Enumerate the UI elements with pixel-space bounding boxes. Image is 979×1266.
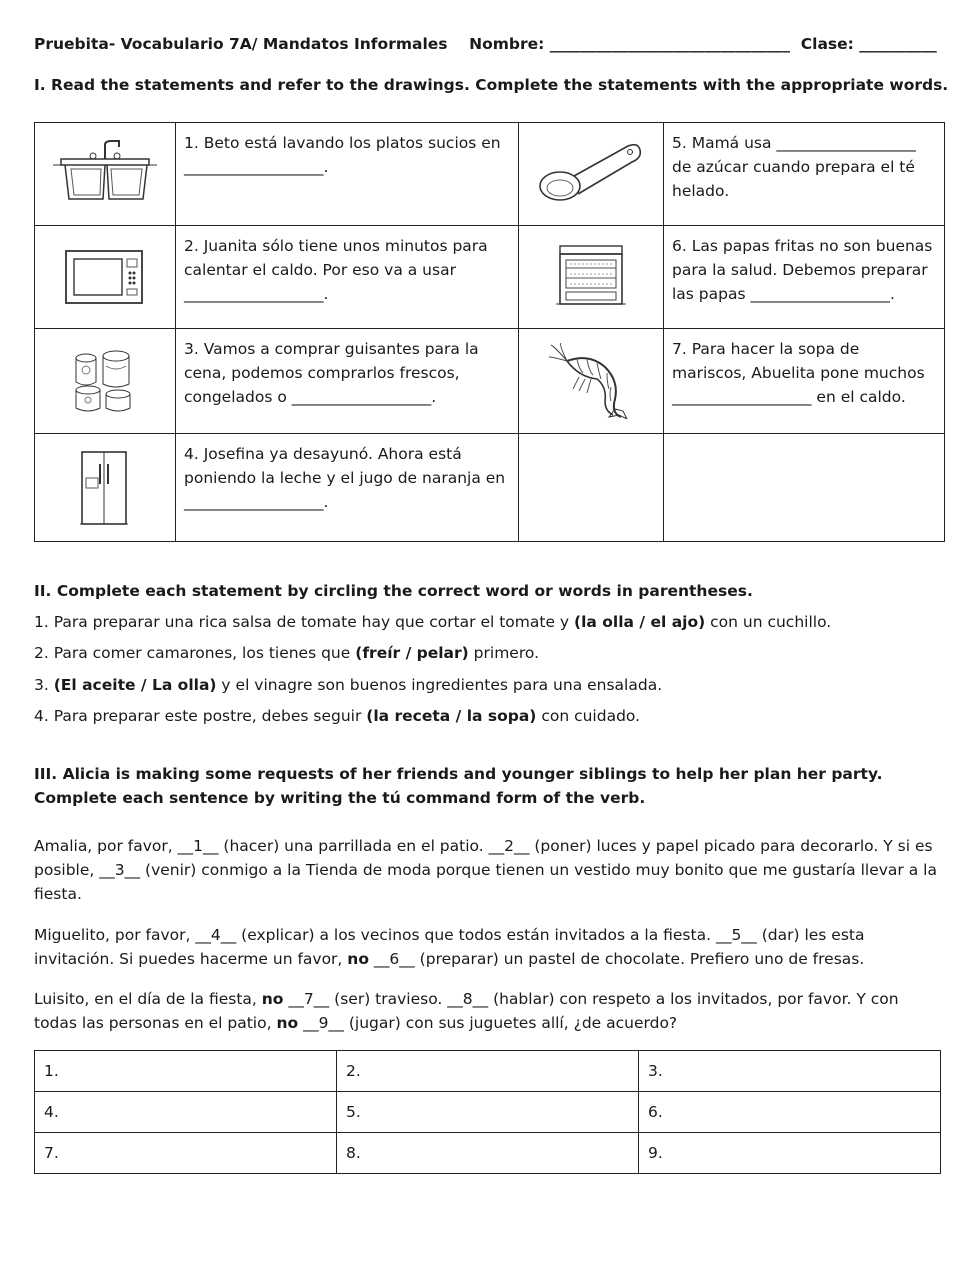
choice-options[interactable]: (El aceite / La olla) xyxy=(53,676,217,694)
answer-cell-5[interactable]: 5. xyxy=(337,1092,639,1133)
cans-icon xyxy=(70,348,140,414)
choice-options[interactable]: (freír / pelar) xyxy=(355,644,469,662)
answer-cell-8[interactable]: 8. xyxy=(337,1133,639,1174)
item-1: 1. Beto está lavando los platos sucios en __________________. xyxy=(176,123,519,226)
shrimp-icon xyxy=(549,343,633,419)
oven-cell xyxy=(519,226,664,329)
fridge-cell xyxy=(35,434,176,542)
answer-cell-4[interactable]: 4. xyxy=(35,1092,337,1133)
choice-options[interactable]: (la receta / la sopa) xyxy=(366,707,537,725)
paragraph-luisito: Luisito, en el día de la fiesta, no __7__ (ser) travieso. __8__ (hablar) con respeto a los invitados, por favor. Y con todas las personas en el patio, no __9__ (jugar) con sus juguetes allí, ¿de acuerdo? xyxy=(34,990,899,1032)
sink-cell xyxy=(35,123,176,226)
choice-line-2: 2. Para comer camarones, los tienes que (freír / pelar) primero. xyxy=(34,644,539,662)
section1-instructions: I. Read the statements and refer to the drawings. Complete the statements with the appropriate words. xyxy=(34,76,949,94)
empty-cell xyxy=(519,434,664,542)
microwave-cell xyxy=(35,226,176,329)
vocab-table xyxy=(34,122,945,542)
item-2: 2. Juanita sólo tiene unos minutos para calentar el caldo. Por eso va a usar __________________. xyxy=(176,226,519,329)
quiz-title: Pruebita- Vocabulario 7A/ Mandatos Informales xyxy=(34,35,448,53)
microwave-icon xyxy=(64,247,146,307)
paragraph-amalia: Amalia, por favor, __1__ (hacer) una parrillada en el patio. __2__ (poner) luces y papel picado para decorarlo. Y si es posible, __3__ (venir) conmigo a la Tienda de moda porque tienen un vestido muy bonito que me gustaría llevar a la fiesta. xyxy=(34,837,937,903)
choice-line-3: 3. (El aceite / La olla) y el vinagre son buenos ingredientes para una ensalada. xyxy=(34,676,663,694)
item-5: 5. Mamá usa __________________ de azúcar cuando prepara el té helado. xyxy=(664,123,945,226)
empty-cell xyxy=(664,434,945,542)
answer-cell-9[interactable]: 9. xyxy=(639,1133,941,1174)
choice-line-4: 4. Para preparar este postre, debes seguir (la receta / la sopa) con cuidado. xyxy=(34,707,641,725)
refrigerator-icon xyxy=(78,450,132,526)
answer-cell-6[interactable]: 6. xyxy=(639,1092,941,1133)
section3-instructions: III. Alicia is making some requests of her friends and younger siblings to help her plan her party. Complete each sentence by writing the tú command form of the verb. xyxy=(34,765,883,807)
answer-cell-7[interactable]: 7. xyxy=(35,1133,337,1174)
oven-icon xyxy=(556,244,626,310)
class-field[interactable]: Clase: __________ xyxy=(800,35,937,53)
choice-line-1: 1. Para preparar una rica salsa de tomate hay que cortar el tomate y (la olla / el ajo) con un cuchillo. xyxy=(34,613,832,631)
paragraph-miguelito: Miguelito, por favor, __4__ (explicar) a los vecinos que todos están invitados a la fiesta. __5__ (dar) les esta invitación. Si puedes hacerme un favor, no __6__ (preparar) un pastel de chocolate. Prefiero uno de fresas. xyxy=(34,926,865,968)
answer-table xyxy=(34,1050,941,1174)
page-header xyxy=(34,35,937,53)
measuring-spoon-icon xyxy=(536,138,646,210)
answer-cell-2[interactable]: 2. xyxy=(337,1051,639,1092)
name-field[interactable]: Nombre: _______________________________ xyxy=(469,35,790,53)
answer-cell-1[interactable]: 1. xyxy=(35,1051,337,1092)
item-7: 7. Para hacer la sopa de mariscos, Abuelita pone muchos __________________ en el caldo. xyxy=(664,329,945,434)
item-6: 6. Las papas fritas no son buenas para la salud. Debemos preparar las papas __________________. xyxy=(664,226,945,329)
answer-cell-3[interactable]: 3. xyxy=(639,1051,941,1092)
cans-cell xyxy=(35,329,176,434)
item-4: 4. Josefina ya desayunó. Ahora está poniendo la leche y el jugo de naranja en __________________. xyxy=(176,434,519,542)
sink-icon xyxy=(53,139,157,209)
shrimp-cell xyxy=(519,329,664,434)
choice-options[interactable]: (la olla / el ajo) xyxy=(574,613,706,631)
section2-instructions: II. Complete each statement by circling the correct word or words in parentheses. xyxy=(34,582,753,600)
spoon-cell xyxy=(519,123,664,226)
item-3: 3. Vamos a comprar guisantes para la cena, podemos comprarlos frescos, congelados o __________________. xyxy=(176,329,519,434)
